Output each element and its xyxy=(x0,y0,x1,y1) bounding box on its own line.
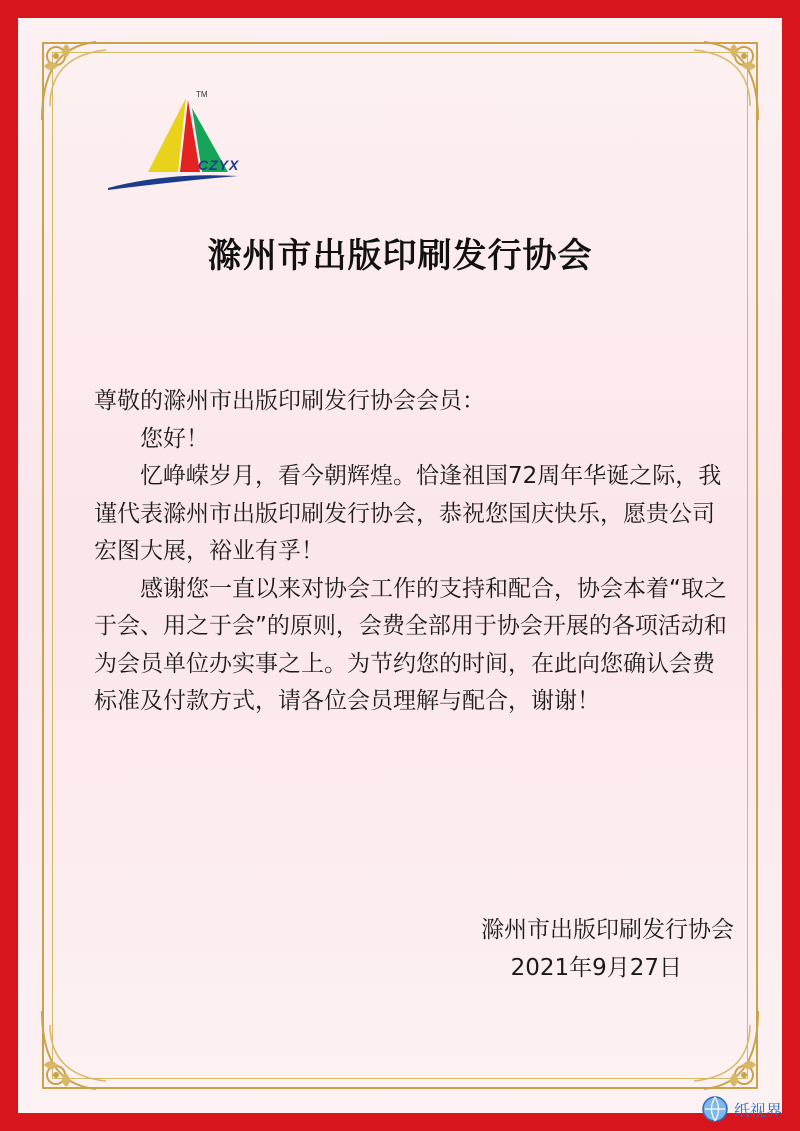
ornament-corner-icon xyxy=(674,1005,764,1095)
signature-block xyxy=(18,911,734,987)
watermark-text: 纸视界 xyxy=(734,1100,783,1120)
watermark xyxy=(700,1087,800,1131)
paragraph-2: 感谢您一直以来对协会工作的支持和配合，协会本着“取之于会、用之于会”的原则，会费全部用于协会开展的各项活动和为会员单位办实事之上。为节约您的时间，在此向您确认会费标准及付款方式，请各位会员理解与配合，谢谢！ xyxy=(94,575,727,714)
signature-org: 滁州市出版印刷发行协会 xyxy=(481,917,734,943)
greeting: 您好！ xyxy=(140,425,209,452)
paragraph-1: 忆峥嵘岁月，看今朝辉煌。恰逢祖国72周年华诞之际，我谨代表滁州市出版印刷发行协会，恭祝您国庆快乐，愿贵公司宏图大展，裕业有孚！ xyxy=(94,463,722,564)
salutation: 尊敬的滁州市出版印刷发行协会会员： xyxy=(94,388,485,414)
signature-date: 2021年9月27日 xyxy=(510,955,682,981)
trademark-mark: TM xyxy=(196,90,208,99)
letter-body xyxy=(94,383,734,721)
logo-wordmark: CZYX xyxy=(198,157,240,173)
sailboat-logo-icon xyxy=(88,80,278,200)
ornament-corner-icon xyxy=(674,36,764,126)
ornament-corner-icon xyxy=(36,1005,126,1095)
page-title: 滁州市出版印刷发行协会 xyxy=(207,236,593,276)
globe-icon xyxy=(700,1094,730,1124)
